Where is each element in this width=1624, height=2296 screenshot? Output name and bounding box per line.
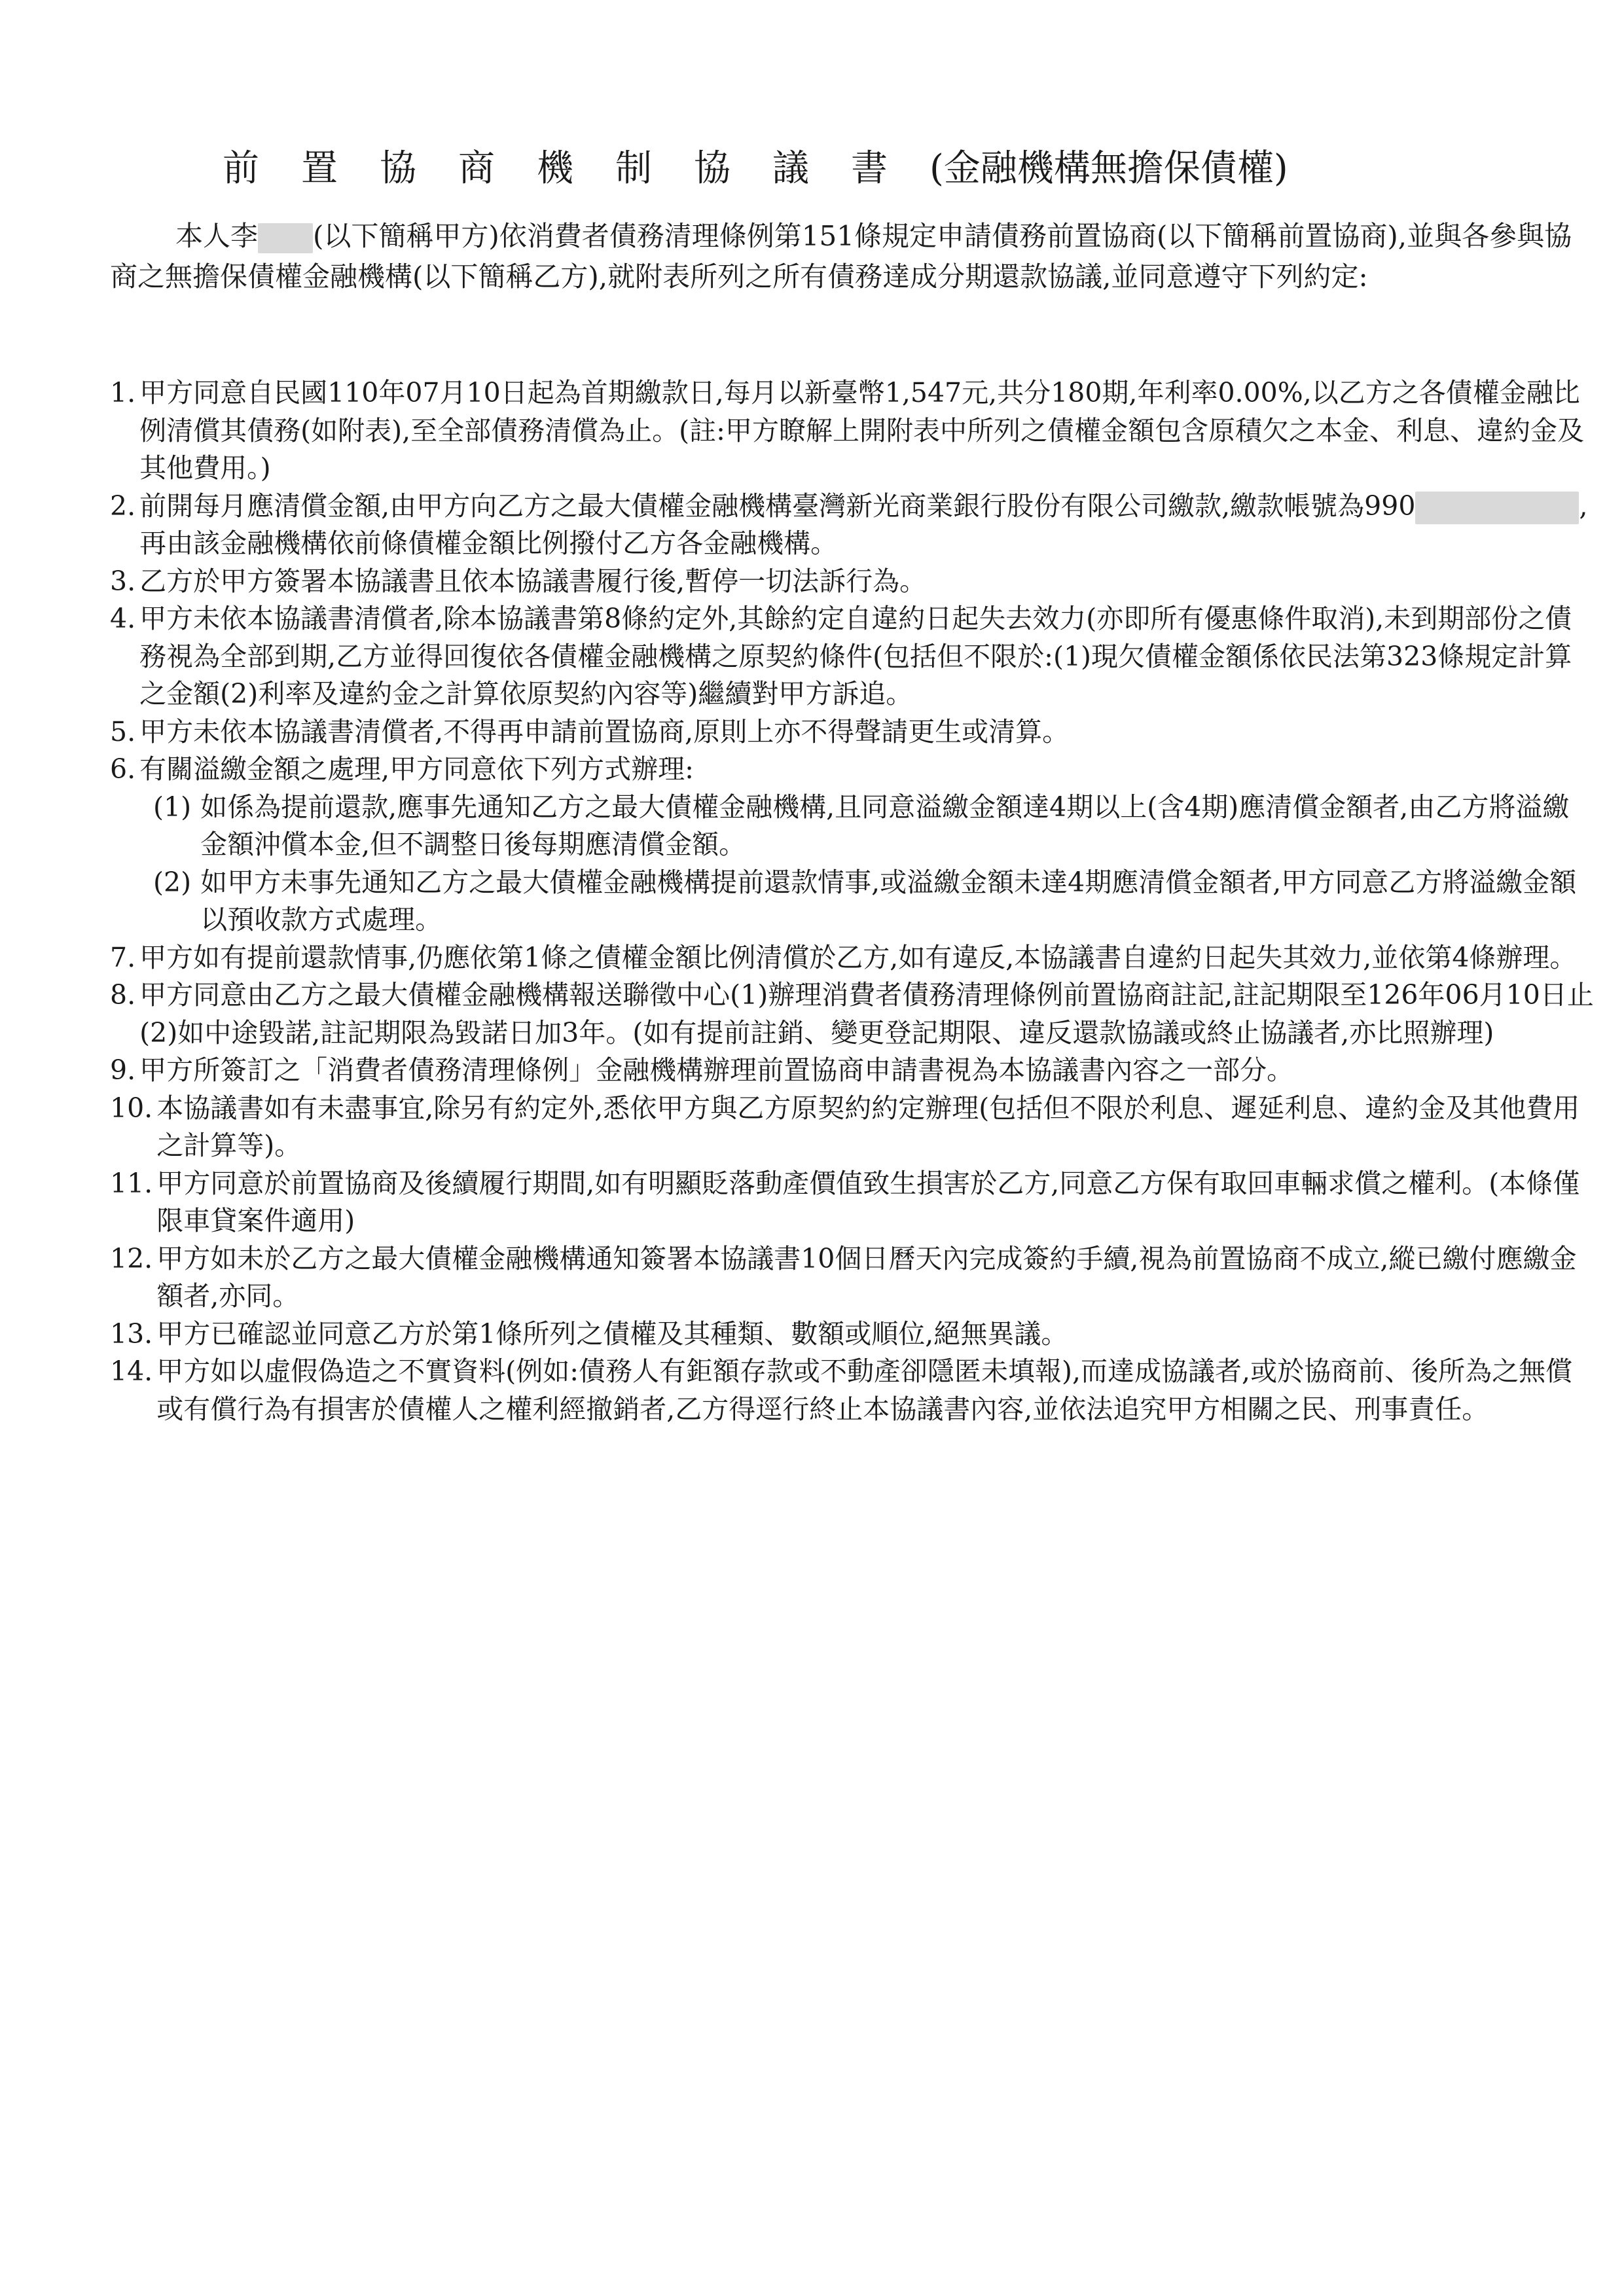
clause-text-part-a: 前開每月應清償金額,由甲方向乙方之最大債權金融機構臺灣新光商業銀行股份有限公司繳款,繳款帳號為990 [139, 490, 1416, 522]
intro-prefix: 本人李 [175, 220, 259, 252]
clause-item [110, 1316, 1596, 1354]
clause-item [110, 1353, 1596, 1428]
clause-text [139, 488, 1596, 563]
clause-item [110, 713, 1596, 751]
clause-number: 3. [110, 565, 136, 597]
document-title [223, 143, 1466, 195]
clause-text: 甲方未依本協議書清償者,不得再申請前置協商,原則上亦不得聲請更生或清算。 [139, 715, 1070, 747]
clause-number: 1. [110, 377, 136, 408]
clause-item [110, 600, 1596, 713]
clause-list [110, 374, 1596, 1428]
clause-number: 5. [110, 715, 136, 747]
clause-text-part-b: ,再由該金融機構依前條債權金額比例撥付乙方各金融機構。 [139, 490, 1588, 559]
clause-number: 4. [110, 603, 136, 634]
clause-item [110, 488, 1596, 563]
clause-item [110, 977, 1596, 1052]
redacted-account-number [1415, 492, 1579, 524]
clause-text: 甲方未依本協議書清償者,除本協議書第8條約定外,其餘約定自違約日起失去效力(亦即所有優惠條件取消),未到期部份之債務視為全部到期,乙方並得回復依各債權金融機構之原契約條件(包括但不限於:(1)現欠債權金額係依民法第323條規定計算之金額(2)利率及違約金之計算依原契約內容等)繼續對甲方訴追。 [139, 603, 1572, 709]
clause-text: 乙方於甲方簽署本協議書且依本協議書履行後,暫停一切法訴行為。 [139, 565, 927, 597]
clause-number: 12. [110, 1242, 153, 1274]
clause-text: 本協議書如有未盡事宜,除另有約定外,悉依甲方與乙方原契約約定辦理(包括但不限於利息、遲延利息、違約金及其他費用之計算等)。 [156, 1092, 1580, 1161]
clause-item [110, 1240, 1596, 1316]
clause-text: 甲方如有提前還款情事,仍應依第1條之債權金額比例清償於乙方,如有違反,本協議書自違約日起失其效力,並依第4條辦理。 [139, 941, 1577, 973]
clause-item [110, 1165, 1596, 1240]
clause-number: 13. [110, 1318, 153, 1350]
clause-item [110, 751, 1596, 789]
clause-number: 9. [110, 1054, 136, 1086]
intro-paragraph [110, 216, 1596, 297]
sub-clause-text: 如甲方未事先通知乙方之最大債權金融機構提前還款情事,或溢繳金額未達4期應清償金額者,甲方同意乙方將溢繳金額以預收款方式處理。 [200, 866, 1577, 935]
redacted-name [258, 223, 313, 253]
clause-text: 甲方同意於前置協商及後續履行期間,如有明顯貶落動產價值致生損害於乙方,同意乙方保有取回車輛求償之權利。(本條僅限車貸案件適用) [156, 1167, 1580, 1236]
sub-clause-item [110, 789, 1596, 864]
clause-number: 8. [110, 979, 136, 1011]
clause-text: 甲方如以虛假偽造之不實資料(例如:債務人有鉅額存款或不動產卻隱匿未填報),而達成協議者,或於協商前、後所為之無償或有償行為有損害於債權人之權利經撤銷者,乙方得逕行終止本協議書內容,並依法追究甲方相關之民、刑事責任。 [156, 1355, 1573, 1425]
clause-item [110, 1090, 1596, 1165]
sub-clause-number: (2) [153, 866, 192, 898]
sub-clause-item [110, 864, 1596, 939]
sub-clause-number: (1) [153, 791, 192, 823]
clause-item [110, 563, 1596, 601]
clause-number: 10. [110, 1092, 153, 1124]
clause-text: 甲方已確認並同意乙方於第1條所列之債權及其種類、數額或順位,絕無異議。 [156, 1318, 1068, 1350]
clause-number: 11. [110, 1167, 153, 1199]
clause-item [110, 939, 1596, 977]
clause-number: 7. [110, 941, 136, 973]
clause-item [110, 374, 1596, 488]
clause-number: 6. [110, 753, 136, 785]
title-subtitle: (金融機構無擔保債權) [929, 147, 1288, 190]
clause-number: 2. [110, 490, 136, 522]
clause-item [110, 1052, 1596, 1090]
clause-text: 甲方同意由乙方之最大債權金融機構報送聯徵中心(1)辦理消費者債務清理條例前置協商註記,註記期限至126年06月10日止(2)如中途毀諾,註記期限為毀諾日加3年。(如有提前註銷、變更登記期限、違反還款協議或終止協議者,亦比照辦理) [139, 979, 1594, 1049]
intro-text: (以下簡稱甲方)依消費者債務清理條例第151條規定申請債務前置協商(以下簡稱前置協商),並與各參與協商之無擔保債權金融機構(以下簡稱乙方),就附表所列之所有債務達成分期還款協議,並同意遵守下列約定: [110, 220, 1572, 293]
clause-text: 甲方如未於乙方之最大債權金融機構通知簽署本協議書10個日曆天內完成簽約手續,視為前置協商不成立,縱已繳付應繳金額者,亦同。 [156, 1242, 1577, 1312]
sub-clause-text: 如係為提前還款,應事先通知乙方之最大債權金融機構,且同意溢繳金額達4期以上(含4期)應清償金額者,由乙方將溢繳金額沖償本金,但不調整日後每期應清償金額。 [200, 791, 1570, 860]
clause-text: 有關溢繳金額之處理,甲方同意依下列方式辦理: [139, 753, 694, 785]
clause-number: 14. [110, 1355, 153, 1387]
clause-text: 甲方所簽訂之「消費者債務清理條例」金融機構辦理前置協商申請書視為本協議書內容之一部分。 [139, 1054, 1294, 1086]
clause-text: 甲方同意自民國110年07月10日起為首期繳款日,每月以新臺幣1,547元,共分180期,年利率0.00%,以乙方之各債權金融比例清償其債務(如附表),至全部債務清償為止。(註:甲方瞭解上開附表中所列之債權金額包含原積欠之本金、利息、違約金及其他費用。) [139, 377, 1584, 484]
title-main: 前置協商機制協議書 [223, 147, 929, 190]
